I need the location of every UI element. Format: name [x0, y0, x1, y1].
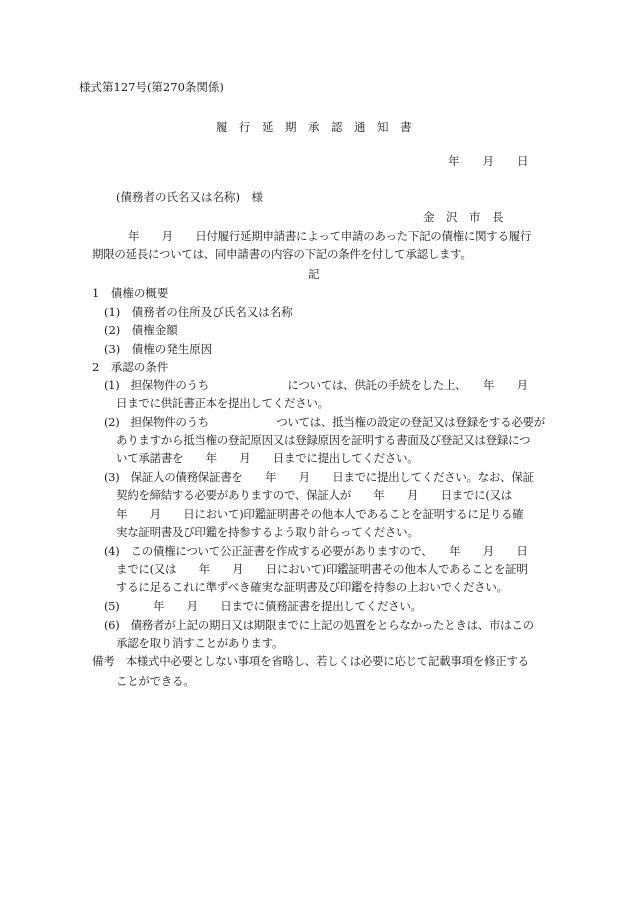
section-1-item: (1) 債務者の住所及び氏名又は名称: [104, 305, 293, 319]
condition-2-line: (2) 担保物件のうち ついては、抵当権の設定の登記又は登録をする必要が: [104, 415, 545, 429]
ki-heading: 記: [308, 267, 320, 281]
addressee: (債務者の氏名又は名称) 様: [116, 190, 263, 204]
issuer: 金 沢 市 長: [423, 210, 504, 224]
condition-3-line: 実な証明書及び印鑑を持参するよう取り計らってください。: [116, 525, 419, 539]
condition-2-line: いて承諾書を 年 月 日までに提出してください。: [116, 451, 419, 465]
condition-2-line: ありますから抵当権の登記原因又は登録原因を証明する書面及び登記又は登録につ: [116, 433, 531, 447]
condition-1-line: 日までに供託書正本を提出してください。: [116, 396, 329, 410]
remarks-line: ことができる。: [116, 674, 195, 688]
remarks-line: 備考 本様式中必要としない事項を省略し、若しくは必要に応じて記載事項を修正する: [92, 654, 529, 668]
condition-3-line: 年 月 日において)印鑑証明書その他本人であることを証明するに足りる確: [116, 507, 524, 521]
intro-line-1: 年 月 日付履行延期申請書によって申請のあった下記の債権に関する履行: [128, 229, 532, 243]
condition-4-line: するに足るこれに準ずべき確実な証明書及び印鑑を持参の上おいでください。: [116, 580, 508, 594]
section-1-item: (3) 債権の発生原因: [104, 342, 213, 356]
condition-1-line: (1) 担保物件のうち については、供託の手続をした上、 年 月: [104, 378, 528, 392]
condition-5-line: (5) 年 月 日までに債務証書を提出してください。: [104, 599, 422, 613]
document-title: 履 行 延 期 承 認 通 知 書: [216, 120, 412, 134]
condition-4-line: までに(又は 年 月 日において)印鑑証明書その他本人であることを証明: [116, 562, 528, 576]
date-line: 年 月 日: [448, 154, 529, 168]
condition-3-line: 契約を締結する必要がありますので、保証人が 年 月 日までに(又は: [116, 488, 512, 502]
section-1-item: (2) 債権金額: [104, 323, 178, 337]
condition-6-line: (6) 債務者が上記の期日又は期限までに上記の処置をとらなかったときは、市はこの: [104, 618, 534, 632]
intro-line-2: 期限の延長については、同申請書の内容の下記の条件を付して承認します。: [92, 247, 472, 261]
form-number: 様式第127号(第270条関係): [79, 80, 224, 94]
condition-6-line: 承認を取り消すことがあります。: [116, 636, 284, 650]
condition-3-line: (3) 保証人の債務保証書を 年 月 日までに提出してください。なお、保証: [104, 470, 534, 484]
condition-4-line: (4) この債権について公正証書を作成する必要がありますので、 年 月 日: [104, 544, 528, 558]
section-2-heading: 2 承認の条件: [92, 360, 169, 374]
section-1-heading: 1 債権の概要: [92, 286, 169, 300]
